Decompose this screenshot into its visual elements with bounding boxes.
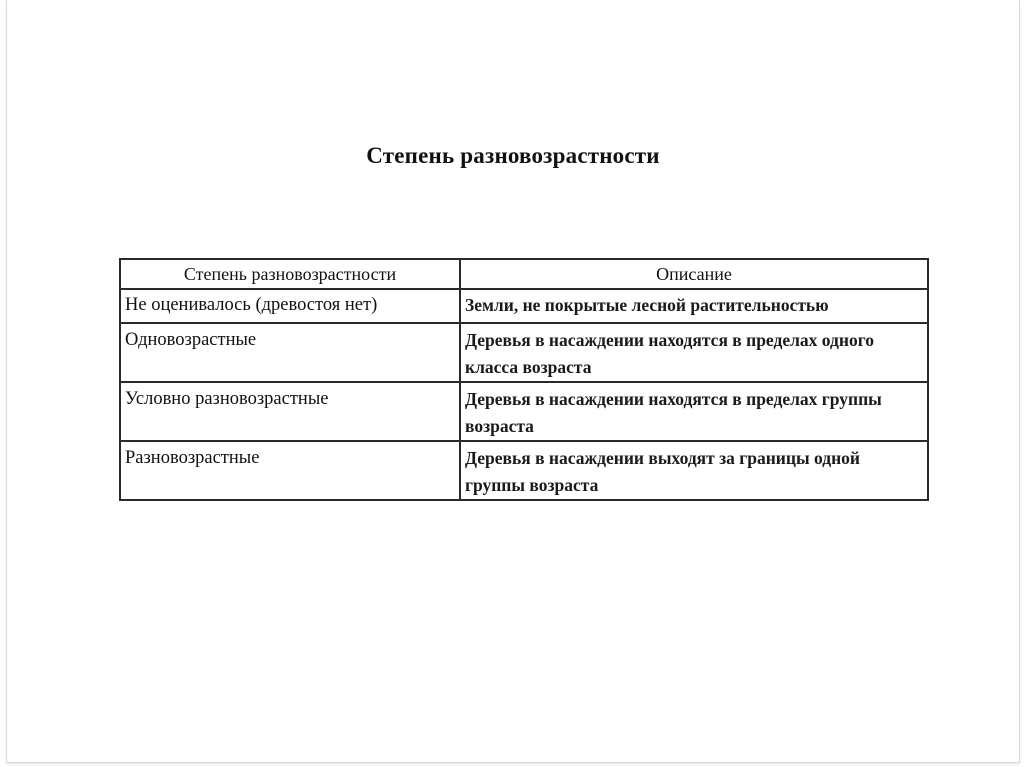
table-row: [120, 289, 928, 323]
degree-cell: Разновозрастные: [120, 441, 460, 500]
table-header-row: [120, 259, 928, 289]
slide: [6, 0, 1020, 763]
header-degree: Степень разновозрастности: [120, 259, 460, 289]
description-cell: Земли, не покрытые лесной растительностью: [460, 289, 928, 323]
slide-title: Степень разновозрастности: [366, 143, 660, 168]
degree-cell: Условно разновозрастные: [120, 382, 460, 441]
header-description: Описание: [460, 259, 928, 289]
table-row: [120, 441, 928, 500]
table-row: [120, 323, 928, 382]
table-row: [120, 382, 928, 441]
degree-cell: Не оценивалось (древостоя нет): [120, 289, 460, 323]
age-variation-table: [119, 258, 929, 501]
description-cell: Деревья в насаждении находятся в пределах группы возраста: [460, 382, 928, 441]
description-cell: Деревья в насаждении находятся в пределах одного класса возраста: [460, 323, 928, 382]
degree-cell: Одновозрастные: [120, 323, 460, 382]
description-cell: Деревья в насаждении выходят за границы одной группы возраста: [460, 441, 928, 500]
